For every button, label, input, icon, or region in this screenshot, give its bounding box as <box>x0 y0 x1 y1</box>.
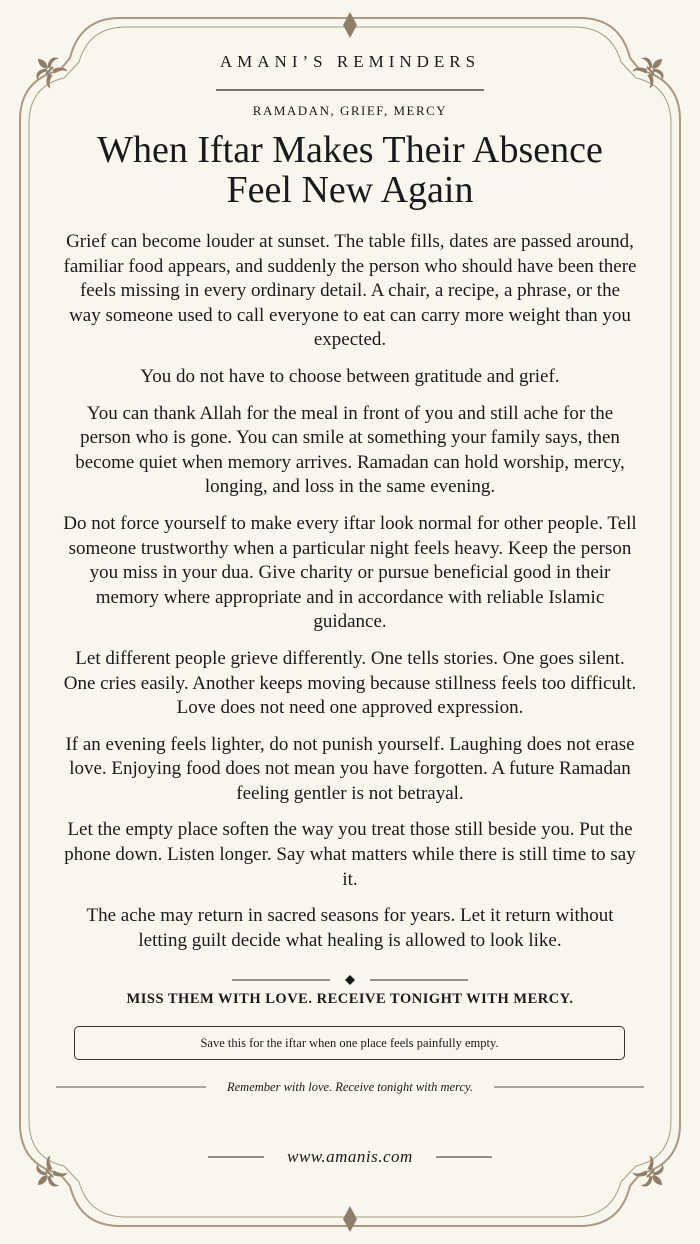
footnote: Remember with love. Receive tonight with mercy. <box>227 1080 473 1094</box>
page-title <box>0 130 700 210</box>
article-body <box>62 230 638 965</box>
brand-name: AMANI’S REMINDERS <box>219 52 481 71</box>
save-note-text: Save this for the iftar when one place feels painfully empty. <box>200 1035 499 1050</box>
paragraph: Do not force yourself to make every iftar look normal for other people. Tell someone trustworthy when a particular night feels heavy. Keep the person you miss in your dua. Give charity or pursue beneficial good in their memory where appropriate and in accordance with reliable Islamic guidance. <box>63 512 637 633</box>
paragraph: You can thank Allah for the meal in front of you and still ache for the person who is gone. You can smile at something your family says, then become quiet when memory arrives. Ramadan can hold worship, mercy, longing, and loss in the same evening. <box>75 402 625 498</box>
topic-tags: RAMADAN, GRIEF, MERCY <box>252 103 448 118</box>
paragraph: Let different people grieve differently. One tells stories. One goes silent. One cries easily. Another keeps moving because stillness feels too difficult. Love does not need one approved expression. <box>63 647 637 719</box>
diamond-ornament-icon <box>343 1206 357 1232</box>
diamond-ornament-icon <box>343 12 357 38</box>
save-note-box <box>74 1026 625 1060</box>
paragraph: If an evening feels lighter, do not punish yourself. Laughing does not erase love. Enjoying food does not mean you have forgotten. A future Ramadan feeling gentler is not betrayal. <box>65 733 635 804</box>
paragraph: Grief can become louder at sunset. The table fills, dates are passed around, familiar food appears, and suddenly the person who should have been there feels missing in every ordinary detail. A chair, a recipe, a phrase, or the way someone used to call everyone to eat can carry more weight than you expected. <box>63 231 637 351</box>
paragraph: Let the empty place soften the way you treat those still beside you. Put the phone down. Listen longer. Say what matters while there is still time to say it. <box>64 819 636 890</box>
title-line-1: When Iftar Makes Their Absence <box>97 129 603 171</box>
closing-line: MISS THEM WITH LOVE. RECEIVE TONIGHT WITH MERCY. <box>126 991 574 1007</box>
paragraph: The ache may return in sacred seasons for years. Let it return without letting guilt decide what healing is allowed to look like. <box>86 905 614 951</box>
title-line-2: Feel New Again <box>226 169 474 211</box>
website-link[interactable]: www.amanis.com <box>287 1147 413 1166</box>
paragraph: You do not have to choose between gratitude and grief. <box>140 365 560 387</box>
